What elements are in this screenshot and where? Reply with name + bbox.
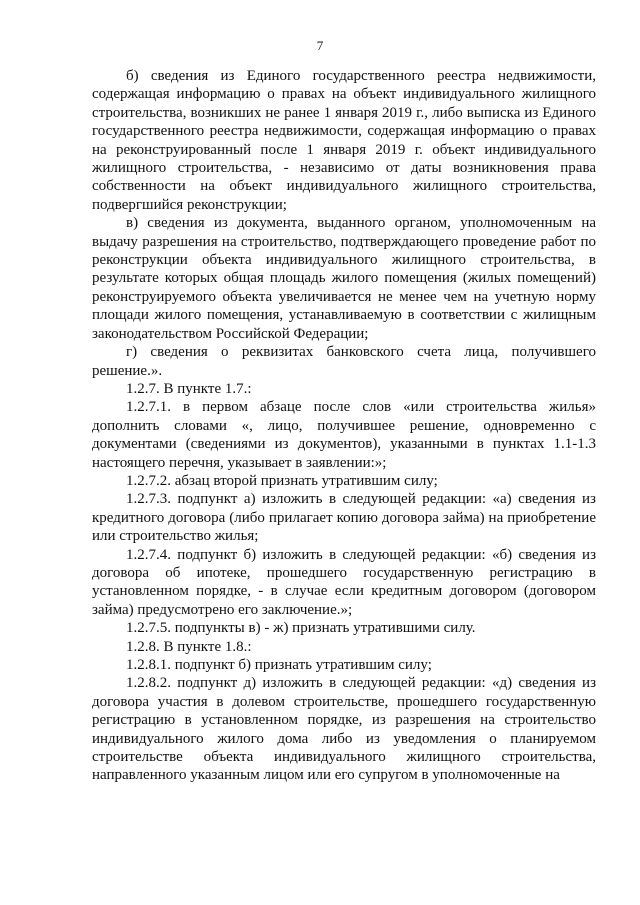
paragraph-v-reconstruction-doc: в) сведения из документа, выданного органом, уполномоченным на выдачу разрешения на строительство, подтверждающего проведение работ по реконструкции объекта индивидуального жилищного строительства, в результате которых общая площадь жилого помещения (жилых помещений) реконструируемого объекта увеличивается не менее чем на учетную норму площади жилого помещения, устанавливаемую в соответствии с жилищным законодательством Российской Федерации; [92,215,596,342]
paragraph-1-2-8: 1.2.8. В пункте 1.8.: [126,638,252,655]
paragraph-1-2-7: 1.2.7. В пункте 1.7.: [126,380,252,397]
paragraph-1-2-7-1: 1.2.7.1. в первом абзаце после слов «или строительства жилья» дополнить словами «, лицо, получившее решение, одновременно с документами (сведениями из документов), указанными в пунктах 1.1-1.3 настоящего перечня, указывает в заявлении:»; [92,399,596,471]
page-number: 7 [316,38,324,53]
paragraph-g-bank-details: г) сведения о реквизитах банковского счета лица, получившего решение.». [92,344,596,379]
document-body [92,67,596,785]
paragraph-1-2-8-2: 1.2.8.2. подпункт д) изложить в следующей редакции: «д) сведения из договора участия в долевом строительстве, прошедшего государственную регистрацию в установленном порядке, из разрешения на строительство индивидуального жилого дома либо из уведомления о планируемом строительстве объекта индивидуального жилищного строительства, направленного указанным лицом или его супругом в уполномоченные на [92,675,596,784]
paragraph-b-egrn-info: б) сведения из Единого государственного реестра недвижимости, содержащая информацию о правах на объект индивидуального жилищного строительства, возникших не ранее 1 января 2019 г., либо выписка из Единого государственного реестра недвижимости, содержащая информацию о правах на реконструированный после 1 января 2019 г. объект индивидуального жилищного строительства, - независимо от даты возникновения права собственности на объект индивидуального жилищного строительства, подвергшийся реконструкции; [92,68,596,213]
paragraph-1-2-7-4: 1.2.7.4. подпункт б) изложить в следующей редакции: «б) сведения из договора об ипотеке, прошедшего государственную регистрацию в установленном порядке, - в случае если кредитным договором (договором займа) предусмотрено его заключение.»; [92,546,596,618]
paragraph-1-2-7-2: 1.2.7.2. абзац второй признать утратившим силу; [126,472,438,489]
paragraph-1-2-7-3: 1.2.7.3. подпункт а) изложить в следующей редакции: «а) сведения из кредитного договора (либо прилагает копию договора займа) на приобретение или строительство жилья; [92,491,596,545]
paragraph-1-2-8-1: 1.2.8.1. подпункт б) признать утратившим силу; [126,657,432,673]
paragraph-1-2-7-5: 1.2.7.5. подпункты в) - ж) признать утратившими силу. [126,620,476,637]
